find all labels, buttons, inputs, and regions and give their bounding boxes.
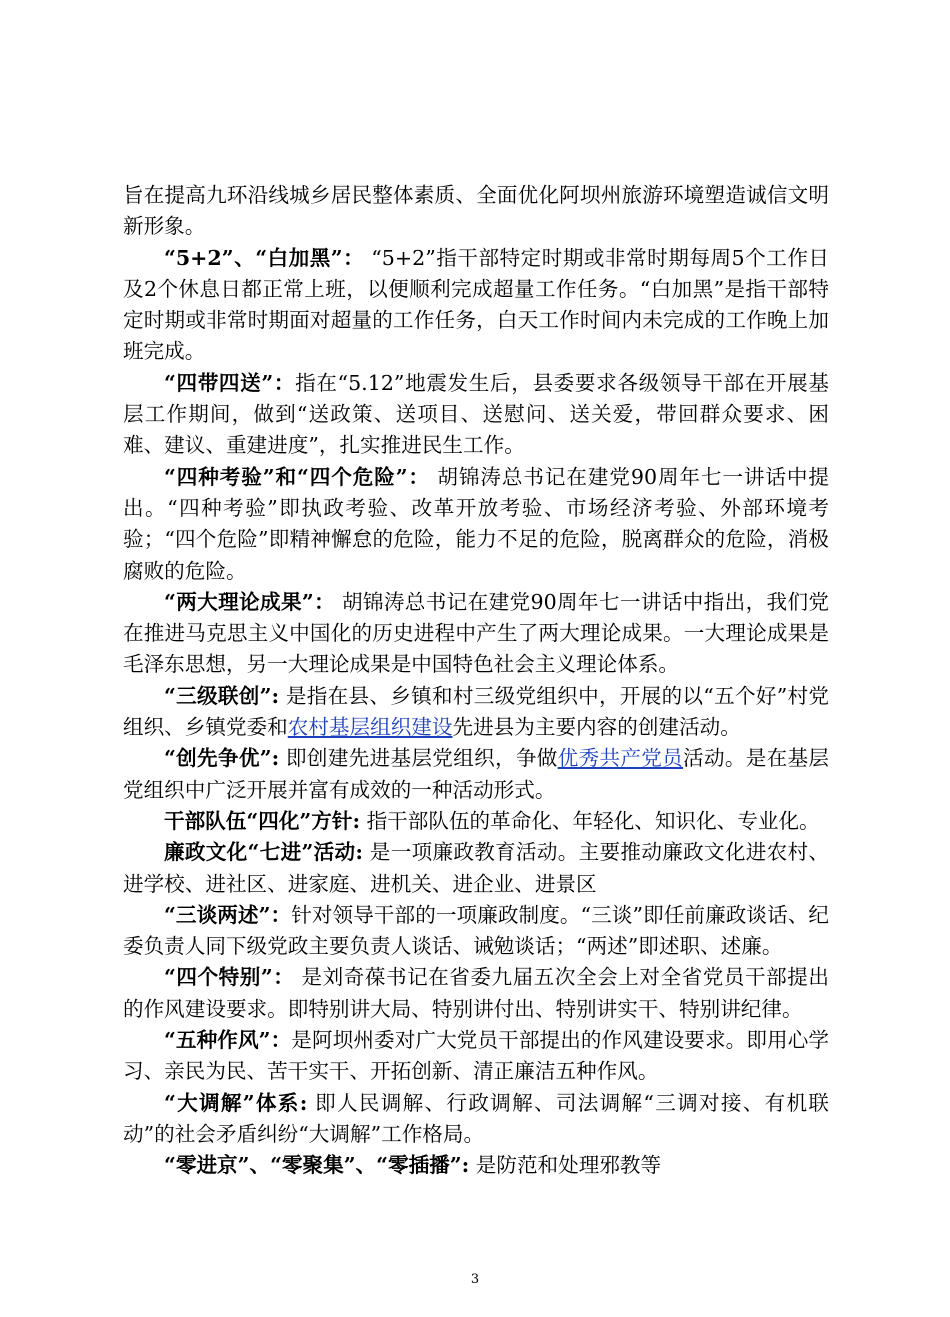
term-heading: “四带四送”： bbox=[164, 370, 296, 395]
paragraph bbox=[123, 962, 829, 1025]
paragraph-text: 是阿坝州委对广大党员干部提出的作风建设要求。即用心学习、亲民为民、苦干实干、开拓创新、清正廉洁五种作风。 bbox=[123, 1028, 829, 1084]
hyperlink[interactable]: 农村基层组织建设 bbox=[287, 715, 453, 740]
document-body bbox=[123, 180, 829, 1182]
term-heading: 干部队伍“四化”方针: bbox=[164, 808, 361, 833]
paragraph bbox=[123, 837, 829, 900]
paragraph-text: 胡锦涛总书记在建党90周年七一讲话中提出。“四种考验”即执政考验、改革开放考验、市场经济考验、外部环境考验；“四个危险”即精神懈怠的危险，能力不足的危险，脱离群众的危险，消极腐败的危险。 bbox=[123, 464, 829, 583]
paragraph-text: 即人民调解、行政调解、司法调解“三调对接、有机联动”的社会矛盾纠纷“大调解”工作格局。 bbox=[123, 1090, 829, 1146]
paragraph-text: 指干部队伍的革命化、年轻化、知识化、专业化。 bbox=[360, 808, 820, 833]
paragraph bbox=[123, 180, 829, 243]
paragraph-text: 即创建先进基层党组织，争做 bbox=[279, 746, 558, 771]
paragraph-text: 胡锦涛总书记在建党90周年七一讲话中指出，我们党在推进马克思主义中国化的历史进程中产生了两大理论成果。一大理论成果是毛泽东思想，另一大理论成果是中国特色社会主义理论体系。 bbox=[123, 589, 829, 677]
paragraph-text: 是刘奇葆书记在省委九届五次全会上对全省党员干部提出的作风建设要求。即特别讲大局、特别讲付出、特别讲实干、特别讲纪律。 bbox=[123, 965, 829, 1021]
paragraph bbox=[123, 462, 829, 587]
paragraph bbox=[123, 1025, 829, 1088]
paragraph bbox=[123, 1088, 829, 1151]
paragraph bbox=[123, 587, 829, 681]
paragraph-text: 是一项廉政教育活动。主要推动廉政文化进农村、进学校、进社区、进家庭、进机关、进企业、进景区 bbox=[123, 840, 829, 896]
paragraph-text: 活动。是在基层党组织中广泛开展并富有成效的一种活动形式。 bbox=[123, 746, 830, 802]
term-heading: “零进京”、“零聚集”、“零插播”: bbox=[164, 1153, 470, 1178]
term-heading: “四个特别”： bbox=[164, 965, 295, 990]
term-heading: “大调解”体系: bbox=[164, 1090, 308, 1115]
term-heading: “四种考验”和“四个危险”： bbox=[164, 464, 430, 489]
paragraph-text: 是防范和处理邪教等 bbox=[469, 1153, 662, 1178]
paragraph-text: 指在“5.12”地震发生后，县委要求各级领导干部在开展基层工作期间，做到“送政策、送项目、送慰问、送关爱，带回群众要求、困难、建议、重建进度”，扎实推进民生工作。 bbox=[123, 370, 829, 458]
paragraph bbox=[123, 900, 829, 963]
term-heading: “两大理论成果”： bbox=[164, 589, 336, 614]
paragraph-text: 先进县为主要内容的创建活动。 bbox=[452, 715, 741, 740]
term-heading: “5+2”、“白加黑”： bbox=[164, 245, 365, 270]
paragraph bbox=[123, 1150, 829, 1181]
term-heading: “创先争优”: bbox=[164, 746, 280, 771]
paragraph-text: 是指在县、乡镇和村三级党组织中，开展的以“五个好”村党组织、乡镇党委和 bbox=[123, 683, 829, 740]
paragraph-text: 旨在提高九环沿线城乡居民整体素质、全面优化阿坝州旅游环境塑造诚信文明新形象。 bbox=[123, 183, 829, 239]
paragraph bbox=[123, 681, 829, 744]
paragraph-text: “5+2”指干部特定时期或非常时期每周5个工作日及2个休息日都正常上班，以便顺利完成超量工作任务。“白加黑”是指干部特定时期或非常时期面对超量的工作任务，白天工作时间内未完成的工作晚上加班完成。 bbox=[123, 245, 829, 364]
paragraph bbox=[123, 243, 829, 368]
term-heading: “三级联创”: bbox=[164, 683, 280, 708]
page-number: 3 bbox=[470, 1272, 480, 1287]
hyperlink[interactable]: 优秀共产党员 bbox=[557, 746, 684, 771]
term-heading: “五种作风”： bbox=[164, 1028, 292, 1053]
paragraph bbox=[123, 368, 829, 462]
term-heading: “三谈两述”： bbox=[164, 902, 292, 927]
paragraph bbox=[123, 743, 829, 806]
paragraph-text: 针对领导干部的一项廉政制度。“三谈”即任前廉政谈话、纪委负责人同下级党政主要负责人谈话、诫勉谈话；“两述”即述职、述廉。 bbox=[123, 902, 829, 959]
term-heading: 廉政文化“七进”活动: bbox=[164, 840, 363, 865]
paragraph bbox=[123, 806, 829, 837]
